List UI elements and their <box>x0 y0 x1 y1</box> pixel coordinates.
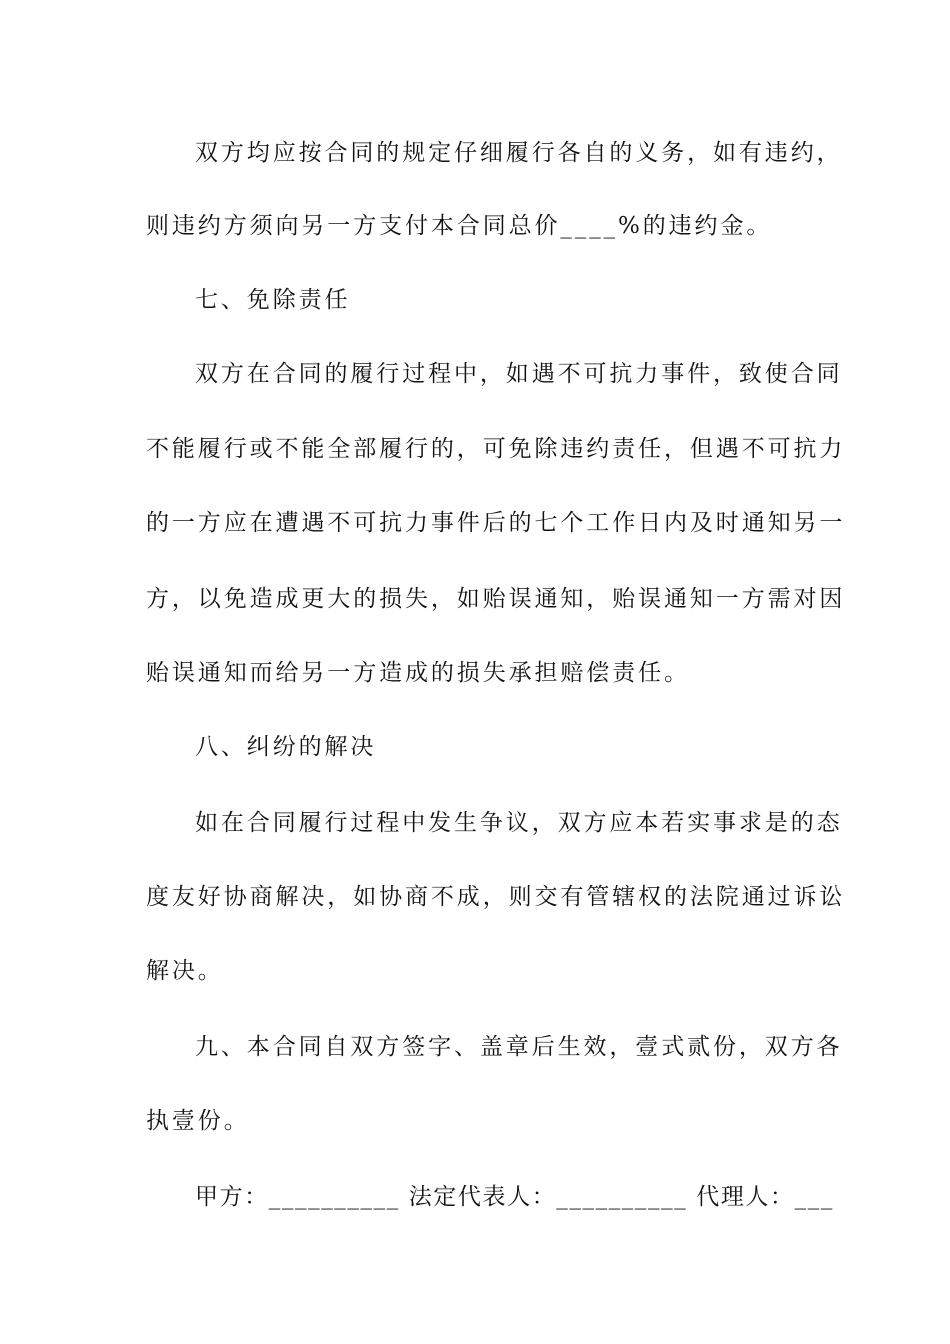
paragraph-dispute-line-2: 度友好协商解决，如协商不成，则交有管辖权的法院通过诉讼 <box>146 884 846 910</box>
paragraph-breach-line-2: 则违约方须向另一方支付本合同总价____%的违约金。 <box>146 213 773 239</box>
paragraph-exemption-line-1: 双方在合同的履行过程中，如遇不可抗力事件，致使合同 <box>195 361 843 387</box>
section-heading-dispute: 八、纠纷的解决 <box>195 734 377 760</box>
paragraph-exemption-line-2: 不能履行或不能全部履行的，可免除违约责任，但遇不可抗力 <box>146 436 846 462</box>
section-heading-exemption: 七、免除责任 <box>195 287 351 313</box>
paragraph-exemption-line-5: 贻误通知而给另一方造成的损失承担赔偿责任。 <box>146 660 690 686</box>
paragraph-exemption-line-3: 的一方应在遭遇不可抗力事件后的七个工作日内及时通知另一 <box>146 510 846 536</box>
paragraph-effective-line-1: 九、本合同自双方签字、盖章后生效，壹式贰份，双方各 <box>195 1034 843 1060</box>
signature-line: 甲方：__________ 法定代表人：__________ 代理人：___ <box>195 1184 834 1210</box>
paragraph-effective-line-2: 执壹份。 <box>146 1108 250 1134</box>
paragraph-dispute-line-3: 解决。 <box>146 958 224 984</box>
paragraph-breach-line-1: 双方均应按合同的规定仔细履行各自的义务，如有违约， <box>195 140 843 166</box>
paragraph-dispute-line-1: 如在合同履行过程中发生争议，双方应本若实事求是的态 <box>195 810 843 836</box>
paragraph-exemption-line-4: 方，以免造成更大的损失，如贻误通知，贻误通知一方需对因 <box>146 586 846 612</box>
